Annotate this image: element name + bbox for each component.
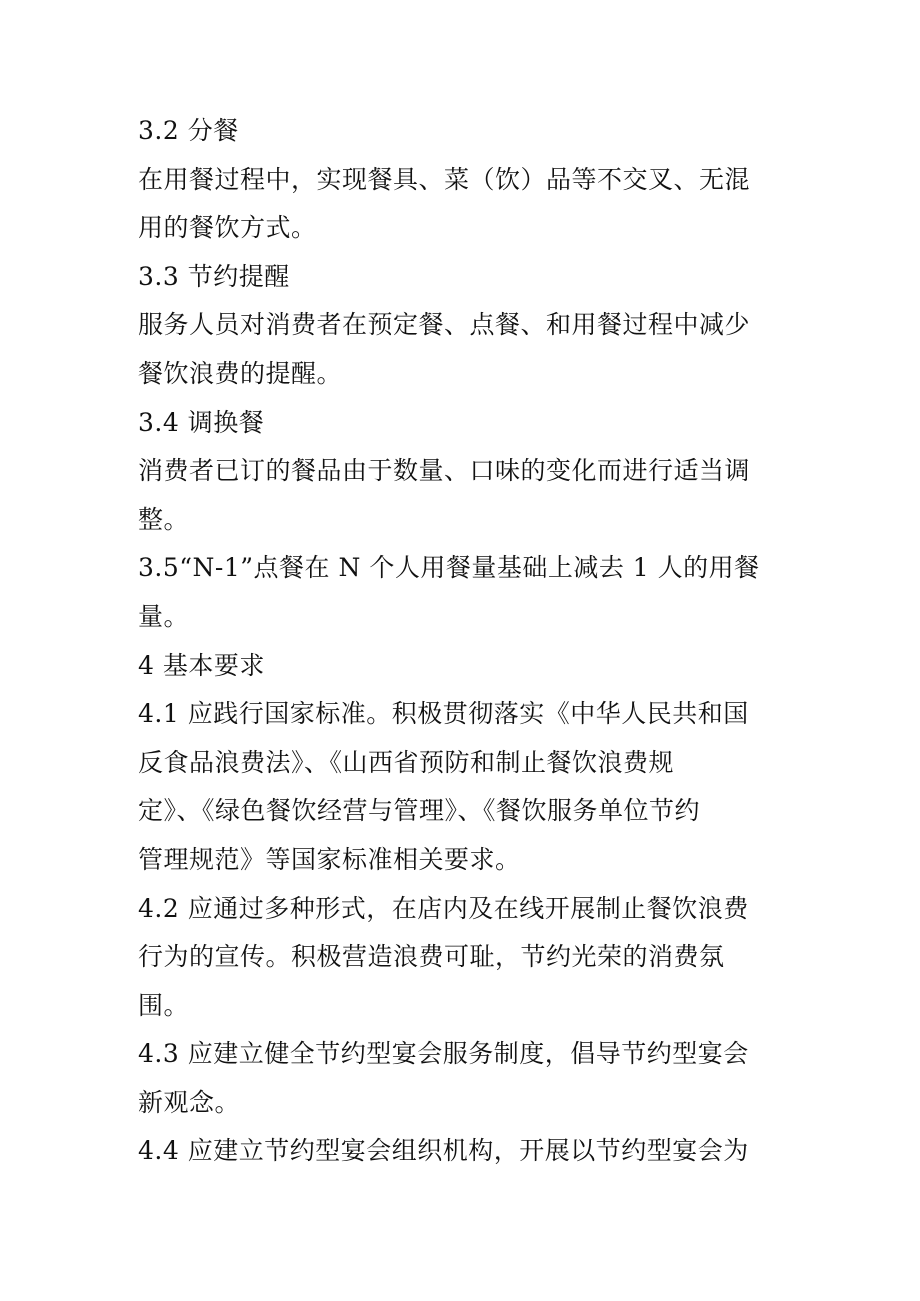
paragraph-line: 消费者已订的餐品由于数量、口味的变化而进行适当调 <box>138 456 751 486</box>
section-heading-4: 4 基本要求 <box>138 650 265 680</box>
section-heading-3-3: 3.3 节约提醒 <box>138 261 290 291</box>
clause-4-1-line: 管理规范》等国家标准相关要求。 <box>138 844 521 874</box>
paragraph-line: 服务人员对消费者在预定餐、点餐、和用餐过程中减少 <box>138 310 751 340</box>
section-heading-3-2: 3.2 分餐 <box>138 116 239 145</box>
paragraph-line: 在用餐过程中，实现餐具、菜（饮）品等不交叉、无混 <box>138 164 751 194</box>
clause-4-3-line: 4.3 应建立健全节约型宴会服务制度，倡导节约型宴会 <box>138 1039 749 1069</box>
clause-4-1-line: 定》、《绿色餐饮经营与管理》、《餐饮服务单位节约 <box>138 796 701 826</box>
clause-4-2-line: 围。 <box>138 990 190 1020</box>
clause-4-3-line: 新观念。 <box>138 1087 241 1117</box>
section-heading-3-4: 3.4 调换餐 <box>138 407 265 437</box>
paragraph-line: 餐饮浪费的提醒。 <box>138 358 343 388</box>
document-body <box>138 107 798 1176</box>
section-heading-3-5: 3.5“N-1”点餐在 N 个人用餐量基础上减去 1 人的用餐 <box>138 553 760 583</box>
clause-4-2-line: 行为的宣传。积极营造浪费可耻，节约光荣的消费氛 <box>138 942 725 972</box>
clause-4-4-line: 4.4 应建立节约型宴会组织机构，开展以节约型宴会为 <box>138 1136 749 1166</box>
clause-4-1-line: 反食品浪费法》、《山西省预防和制止餐饮浪费规 <box>138 747 675 777</box>
paragraph-line: 用的餐饮方式。 <box>138 213 317 243</box>
paragraph-line: 整。 <box>138 504 190 534</box>
paragraph-line: 量。 <box>138 601 190 631</box>
clause-4-1-line: 4.1 应践行国家标准。积极贯彻落实《中华人民共和国 <box>138 699 749 729</box>
clause-4-2-line: 4.2 应通过多种形式，在店内及在线开展制止餐饮浪费 <box>138 893 749 923</box>
